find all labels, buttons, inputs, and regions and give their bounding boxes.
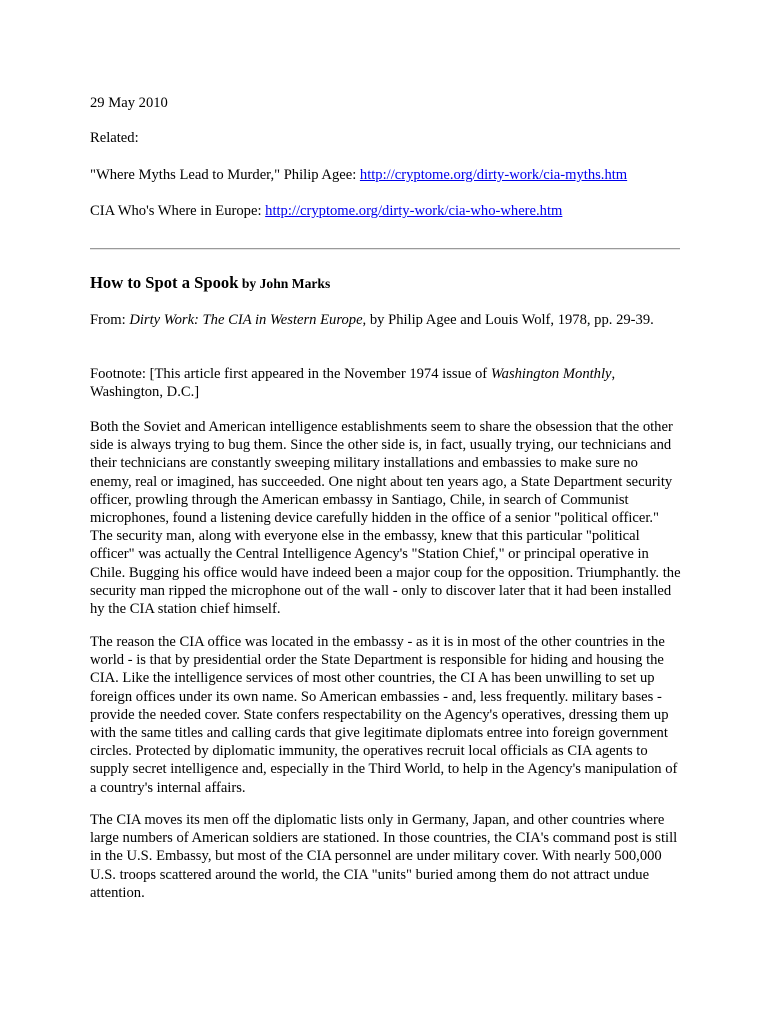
footnote-text-end: , Washington, D.C.] — [90, 366, 616, 401]
footnote-text-start: Footnote: [This article first appeared in the November 1974 issue of — [90, 366, 491, 382]
article-byline: by John Marks — [238, 276, 331, 291]
related-item-label: CIA Who's Where in Europe: — [90, 203, 266, 219]
related-item-label: "Where Myths Lead to Murder," Philip Agee: — [90, 167, 360, 183]
link-cia-who-where[interactable]: http://cryptome.org/dirty-work/cia-who-where.htm — [265, 203, 563, 219]
source-label: From: — [90, 312, 130, 328]
publication-date: 29 May 2010 — [90, 95, 168, 111]
article-heading — [90, 274, 690, 293]
related-label: Related: — [90, 130, 139, 146]
body-paragraph: The CIA moves its men off the diplomatic lists only in Germany, Japan, and other countries where large numbers of American soldiers are stationed. In those countries, the CIA's command post is still in the U.S. Embassy, but most of the CIA personnel are under military cover. With nearly 500,000 U.S. troops scattered around the world, the CIA "units" buried among them do not attract undue attention. — [90, 812, 678, 901]
source-details: , by Philip Agee and Louis Wolf, 1978, pp. 29-39. — [362, 312, 654, 328]
source-citation — [90, 311, 675, 329]
footnote-publication: Washington Monthly — [490, 366, 612, 382]
article-title: How to Spot a Spook — [90, 273, 239, 292]
horizontal-divider — [90, 248, 680, 250]
related-item-who-where — [90, 202, 710, 220]
body-paragraph: The reason the CIA office was located in the embassy - as it is in most of the other countries in the world - is that by presidential order the State Department is responsible for hiding and housing the CIA. Like the intelligence services of most other countries, the CI A has been unwilling to set up foreign offices under its own name. So American embassies - and, less frequently. military bases - provide the needed cover. State confers respectability on the Agency's operatives, dressing them up with the same titles and calling cards that give legitimate diplomats entree into foreign government circles. Protected by diplomatic immunity, the operatives recruit local officials as CIA agents to supply secret intelligence and, especially in the Third World, to help in the Agency's manipulation of a country's internal affairs. — [90, 634, 678, 796]
footnote — [90, 365, 675, 401]
related-item-myths — [90, 166, 710, 184]
link-cia-myths[interactable]: http://cryptome.org/dirty-work/cia-myths.htm — [359, 167, 628, 183]
source-book-title: Dirty Work: The CIA in Western Europe — [129, 312, 363, 328]
body-paragraph: Both the Soviet and American intelligence establishments seem to share the obsession that the other side is always trying to bug them. Since the other side is, in fact, usually trying, our technicians and their technicians are constantly sweeping military installations and embassies to make sure no enemy, real or imagined, has succeeded. One night about ten years ago, a State Department security officer, prowling through the American embassy in Santiago, Chile, in search of Communist microphones, found a listening device carefully hidden in the office of a senior "political officer." The security man, along with everyone else in the embassy, knew that this particular "political officer" was actually the Central Intelligence Agency's "Station Chief," or principal operative in Chile. Bugging his office would have indeed been a major coup for the opposition. Triumphantly. the security man ripped the microphone out of the wall - only to discover later that it had been installed hy the CIA station chief himself. — [90, 419, 681, 618]
